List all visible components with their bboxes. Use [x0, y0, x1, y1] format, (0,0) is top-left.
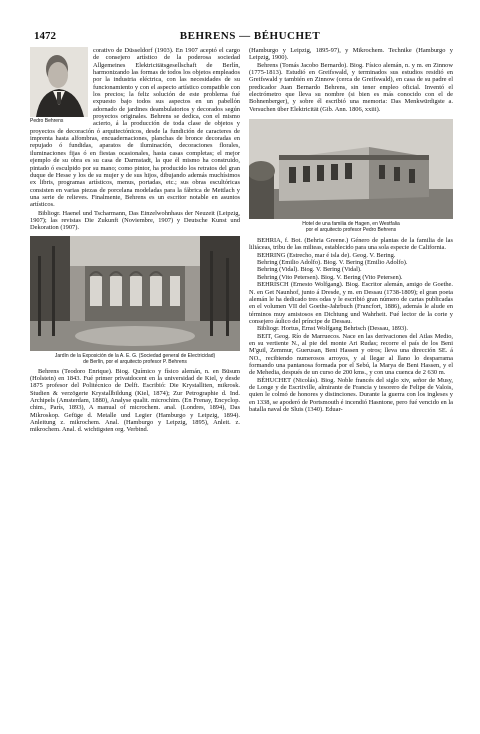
building-caption-line-2: por el arquitecto profesor Pedro Behrens: [305, 227, 397, 234]
behrens-peter-bibliography: Bibliogr. Haenel und Tscharmann, Das Einzelwohnhaus der Neuzeit (Leipzig, 1907); las revistas Die Zukunft (Noviembre, 1907) y Deutsche Kunst und Dekoration (1907).: [30, 209, 240, 232]
beit-entry: BEIT, Geog. Río de Marruecos. Nace en las derivaciones del Atlas Medio, en su vertiente N., al pie del monte Ari Rudas; recorre el país de los Beni M'guil, Zemmur, Guerusan, Beni Hassen y otros; lleva una dirección SE. á NO., recibiendo numerosos arroyos, y al llegar al llano lo desparrama formando una pantanosa formada por el Sebú, la Marya de Beni Hassen, y el de Mehedia, después de un curso de 200 kms., y con una cuenca de 2 630 m.: [249, 332, 453, 377]
behring-strait-entry: BEHRING (Estrecho, mar é isla de). Geog. V. Bering.: [257, 251, 396, 259]
building-photo: [249, 119, 453, 219]
garden-photo: [30, 236, 240, 351]
portrait-image: [30, 47, 88, 117]
building-caption-line-1: Hotel de una familia de Hagen, en Westfalia: [302, 221, 400, 228]
behrens-peter-article: corativo de Düsseldorf (1903). En 1907 aceptó el cargo de consejero artístico de la poderosa sociedad Allgemeines Elektricitätsgesellschaft de Berlín, harmonizando las formas de todos los objetos empleados por la industria eléctrica, con las necesidades de su funcionamiento y con el aspecto artístico compatible con los precios; la feliz solución de este problema fué expuesto bajo todos sus aspectos en un pabellón adornado de jardines deambulatorios y decorados según proyectos originales. Behrens se dedica, con el mismo acierto, á la producción de toda clase de objetos y proyectos de decoración ó arquitectónicos, desde la fundición de caracteres de imprenta hasta alfombras, encuadernaciones, planchas de bronce decoradas en repujado ó fundidas, aparatos de iluminación, decoraciones florales, iluminaciones fijas ó en fiestas ocasionales, hasta casas completas; el mejor ejemplo de su obra es su casa de Darmstadt, la que él mismo ha construido, pintado ó esculpido por su mano; como pintor, ha producido los retratos del gran duque de Hesse y los de su mujer y de sus hijos, dibujando además muchísimos ex libris, programas artísticos, menus, portadas, etc.; sus obras escultóricas consisten en varias piezas de porcelana modeladas para la fábrica de Mettlach y una serie de relieves. Finalmente, Behrens es un escritor notable en asuntos artísticos.: [30, 47, 240, 209]
portrait-caption: Pedro Behrens: [30, 118, 64, 124]
behrisch-entry: BEHRISCH (Ernesto Wolfgang). Biog. Escritor alemán, amigo de Goethe. N. en Get Naunhof, junto á Dresde, y m. en Dessau (1738-1809); el gran poeta alemán le ha dedicado tres odas y le escribió gran número de cartas publicadas en el volumen VII del Goethe-Jahrbuch (Francfort, 1886), además le alude en términos muy amistosos en Dichtung und Wahrheit. Fué lector de la corte y consejero áulico del príncipe de Dessau.: [249, 281, 453, 325]
portrait-photo: [30, 47, 88, 117]
garden-caption-line-2: de Berlín, por el arquitecto profesor P. Behrens: [83, 358, 187, 365]
garden-image: [30, 236, 240, 351]
garden-figure: [30, 236, 240, 365]
behrens-theodor-article: Behrens (Teodoro Enrique). Biog. Químico y físico alemán, n. en Büsum (Holstein) en 1843. Fué primer privatdocent en la universidad de Kiel, y desde 1875 profesor del Politécnico de Delft. Escribió: Die Krystalliten, mikrosk. Studien & verzögerte Krystallbildung (Kiel, 1874); Zur Petrographie d. Ind. Archipels (Amsterdam, 1880), Analyse qualit. microchim. (En Frenay, Encyclop. chim., París, 1893), A manual of microchem. anal. (Londres, 1894), Das Mikroskop. Gefüge d. Metalle und Legier (Hamburgo y Leipzig, 1894). Anleitung z. mikrochem. Anal. (Hamburgo y Leipzig, 1895), Anleit. z. mikrochem. Anal. d. wichtigsten org. Verbind.: [30, 367, 240, 434]
building-image: [249, 119, 453, 219]
left-column: [30, 47, 240, 727]
behuchet-entry: BÉHUCHET (Nicolás). Biog. Noble francés del siglo xiv, señor de Musy, de Longe y de Escriiville, almirante de Francia y tesorero de Felipe de Valois, quien le colmó de honores y distinciones. Durante la guerra con los ingleses y en 1338, se apoderó de Portsmouth é incendió Hasntone, pero fué vencido en la batalla naval de Sluis (1340). Eduar-: [249, 376, 453, 413]
behring-vito-entry: Behring (Vito Petersen). Biog. V. Bering (Vito Petersen).: [257, 273, 403, 281]
behrisch-bibliography: Bibliogr. Hortus, Ernst Wolfgang Behrisch (Dessau, 1893).: [257, 325, 408, 333]
page-header: [34, 30, 466, 44]
page-number: 1472: [34, 30, 56, 42]
portrait-figure: [30, 47, 88, 124]
garden-caption-line-1: Jardín de la Exposición de la A. E. G. (Sociedad general de Electricidad): [54, 352, 216, 359]
page-title: BEHRENS — BÉHUCHET: [179, 30, 321, 42]
behring-emilio-entry: Behring (Emilio Adolfo). Biog. V. Bering (Emilio Adolfo).: [257, 259, 408, 267]
right-column: [249, 47, 453, 727]
behria-entry: BEHRIA, f. Bot. (Behria Greene.) Género de plantas de la familia de las liliáceas, tribu de las milteas, establecido para una sola especie de California.: [249, 237, 453, 252]
behring-vidal-entry: Behring (Vidal). Biog. V. Bering (Vidal).: [257, 266, 362, 274]
building-figure: [249, 119, 453, 233]
continued-text: (Hamburgo y Leipzig, 1895-97), y Mikrochem. Technike (Hamburgo y Leipzig, 1900).: [249, 47, 453, 62]
behrens-tomas-article: Behrens (Tomás Jacobo Bernardo). Biog. Físico alemán, n. y m. en Zinnow (1775-1813). Estudió en Greifswald, y terminados sus estudios residió en Greifswald y también en Zinnow (cerca de Greifswald), en casa de su padre el predicador Juan Bernardo Behrens, sin tener empleo oficial. Inventó el electrómetro que lleva su nombre (si bien es más conocido con el de Bohnenberger), y sobre él escribió una memoria: Das Menkwürdigste a. Versuchen über Elektricität (Gib. Ann. 1806, xxiii).: [249, 61, 453, 113]
